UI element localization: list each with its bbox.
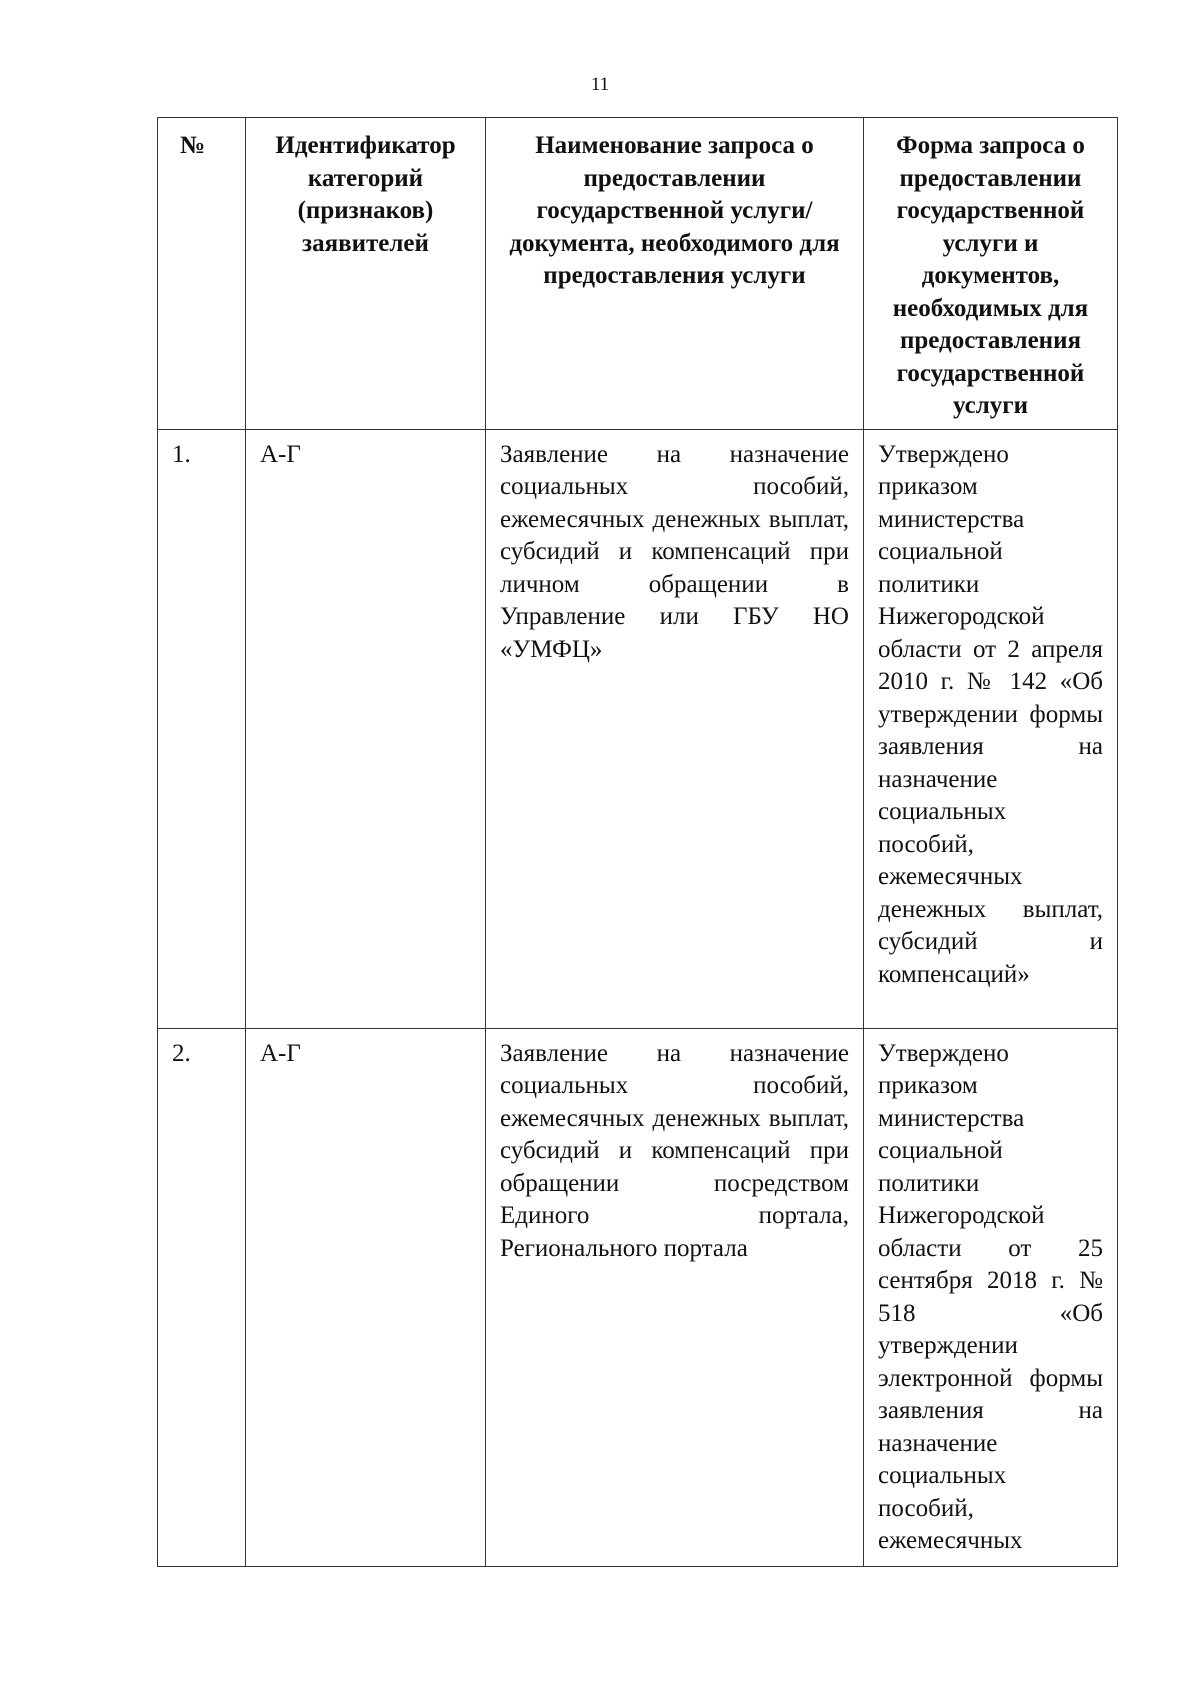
cell-request-name: Заявление на назначение социальных пособий, ежемесячных денежных выплат, субсидий и компенсаций при личном обращении в Управление или ГБУ НО «УМФЦ» <box>486 429 864 1028</box>
cell-number: 2. <box>158 1028 246 1566</box>
header-identifier: Идентификатор категорий (признаков) заявителей <box>246 118 486 430</box>
cell-identifier: А-Г <box>246 1028 486 1566</box>
services-table <box>157 117 1118 1567</box>
header-number: № <box>158 118 246 430</box>
table-header-row <box>158 118 1118 430</box>
table-row <box>158 1028 1118 1566</box>
cell-request-form: Утверждено приказом министерства социальной политики Нижегородской области от 25 сентября 2018 г. № 518 «Об утверждении электронной формы заявления на назначение социальных пособий, ежемесячных <box>864 1028 1118 1566</box>
header-request-form: Форма запроса о предоставлении государственной услуги и документов, необходимых для предоставления государственной услуги <box>864 118 1118 430</box>
table-row <box>158 429 1118 1028</box>
cell-number: 1. <box>158 429 246 1028</box>
cell-request-form: Утверждено приказом министерства социальной политики Нижегородской области от 2 апреля 2010 г. № 142 «Об утверждении формы заявления на назначение социальных пособий, ежемесячных денежных выплат, субсидий и компенсаций» <box>864 429 1118 1028</box>
page-number: 11 <box>590 74 610 95</box>
cell-identifier: А-Г <box>246 429 486 1028</box>
header-request-name: Наименование запроса о предоставлении государственной услуги/документа, необходимого для предоставления услуги <box>486 118 864 430</box>
cell-request-name: Заявление на назначение социальных пособий, ежемесячных денежных выплат, субсидий и компенсаций при обращении посредством Единого портала, Регионального портала <box>486 1028 864 1566</box>
